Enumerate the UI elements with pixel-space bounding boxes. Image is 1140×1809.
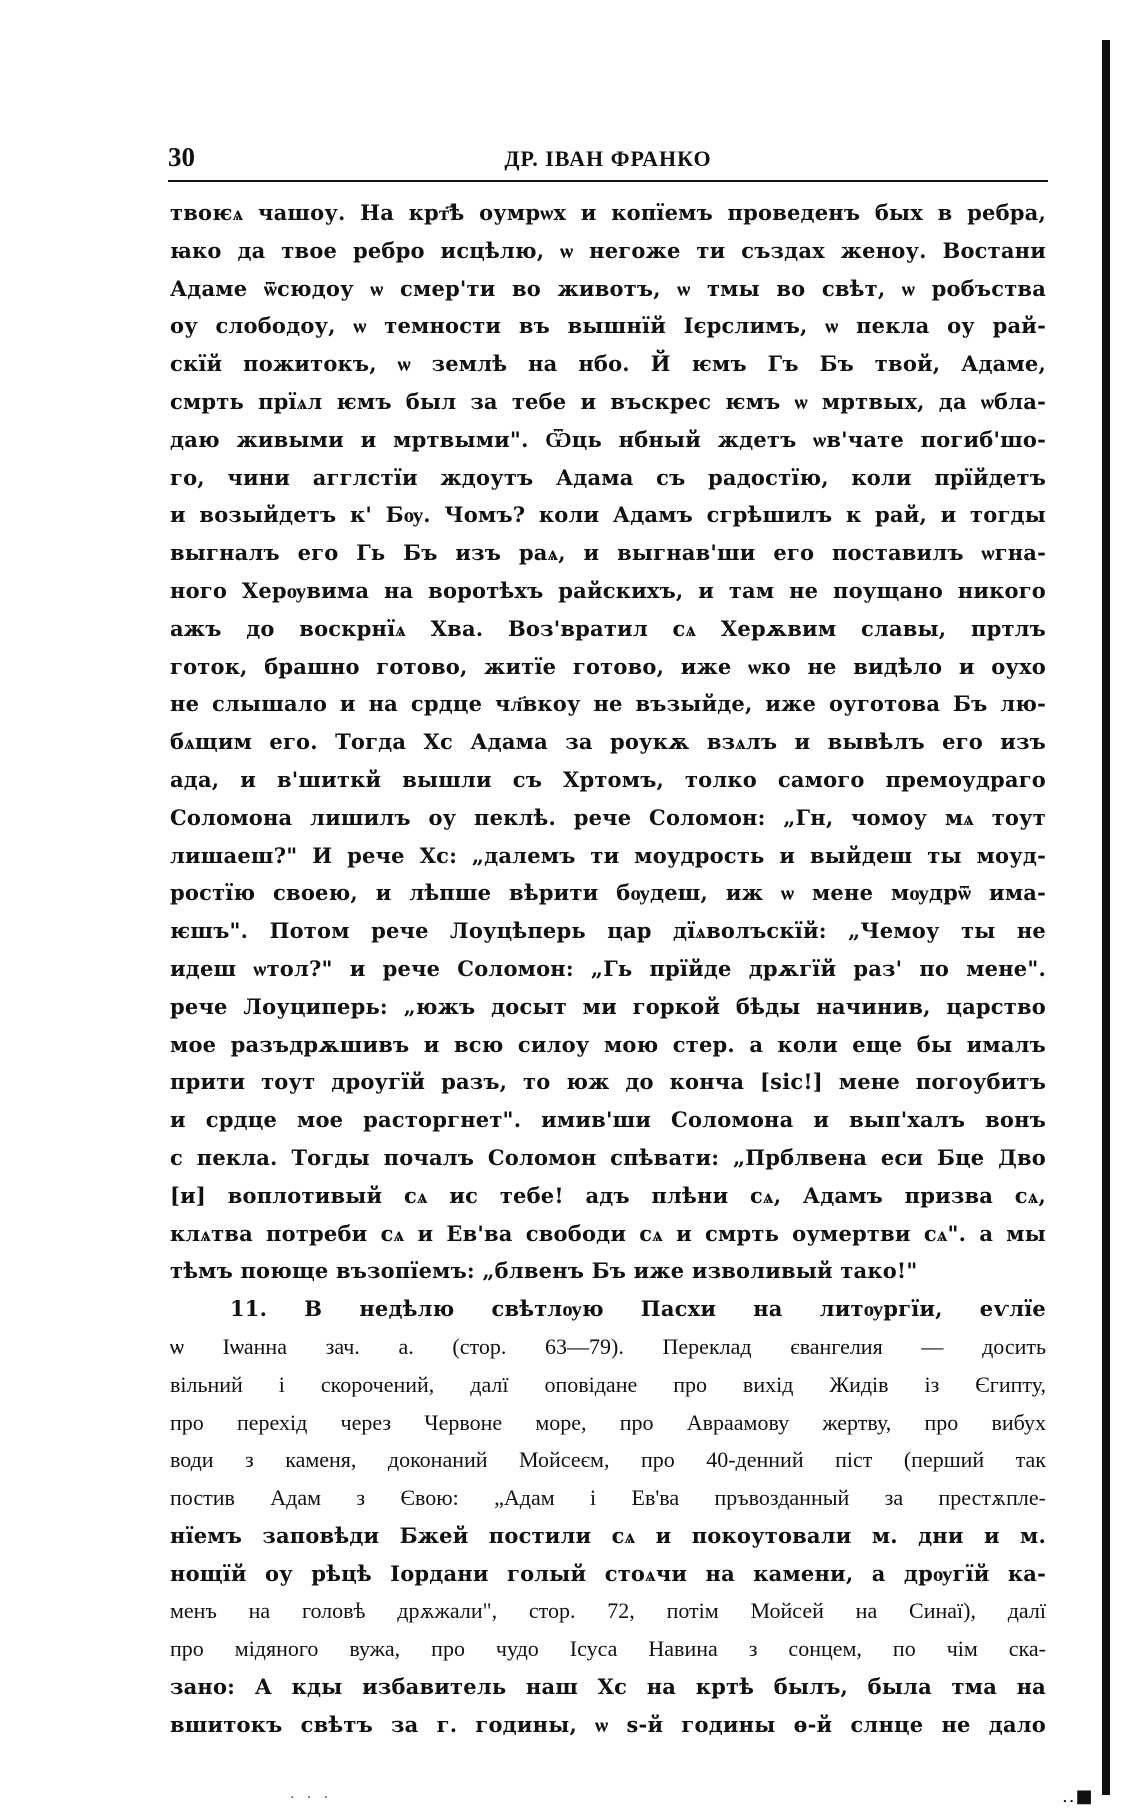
- text-line: ѡ Іѡанна зач. а. (стор. 63—79). Переклад євангелия — досить: [170, 1333, 1046, 1359]
- text-line: [и] воплотивый сѧ ис тебе! адъ плѣни сѧ, Адамъ призва сѧ,: [170, 1182, 1046, 1208]
- text-line: смрть прїѧл ѥмъ был за тебе и въскрес ѥмъ ѡ мртвыx, да ѡбла-: [170, 388, 1046, 414]
- text-line: нощїй оу рѣцѣ Іордани голый стоѧчи на камени, а дрѹгїй ка-: [170, 1560, 1046, 1586]
- text-line: скїй пожитокъ, ѡ землѣ на нбо. Й ѥмъ Гъ Бъ твой, Адаме,: [170, 351, 1046, 377]
- text-line: клѧтва потреби сѧ и Ев'ва свободи сѧ и смрть оумертви сѧ". а мы: [170, 1220, 1046, 1246]
- text-line: го, чини агглстїи ждоутъ Адама съ радостїю, коли прїйдетъ: [170, 464, 1046, 490]
- text-line: ꙗко да твое ребро исцѣлю, ѡ негоже ти създаx женоу. Востани: [170, 237, 1046, 263]
- text-line: ада, и в'шиткй вышли съ Хртомъ, толко самого премоудраго: [170, 766, 1046, 792]
- text-line: оу слободоу, ѡ темности въ вышнїй Ієрслимъ, ѡ пекла оу рай-: [170, 313, 1046, 339]
- text-line: постив Адам з Євою: „Адам і Ев'ва пръвозданный за престѫпле-: [170, 1485, 1046, 1511]
- scan-artifact: . . .: [290, 1786, 333, 1802]
- header-rule: [168, 180, 1048, 182]
- text-line: менъ на головѣ дрѫжали", стор. 72, потім Мойсей на Синаї), далї: [170, 1598, 1046, 1624]
- text-line: мое разъдрѫшивъ и всю силоу мою стер. а коли еще бы ималъ: [170, 1031, 1046, 1057]
- text-line: с пекла. Тогды почалъ Соломон спѣвати: „Прблвена еси Бце Дво: [170, 1144, 1046, 1170]
- text-line: ного Херѹвима на воротѣxъ райскиxъ, и там не поущано никого: [170, 577, 1046, 603]
- text-line: готок, брашно готово, житїе готово, иже ѡко не видѣло и оуxо: [170, 653, 1046, 679]
- page-number: 30: [168, 142, 195, 172]
- page-edge-rule: [1102, 40, 1110, 1795]
- text-line: нїемъ заповѣди Бжей постили сѧ и покоутовали м. дни и м.: [170, 1522, 1046, 1548]
- text-line: рече Лоуциперь: „южъ досыт ми горкой бѣды начинив, царство: [170, 993, 1046, 1019]
- text-line: твоѥѧ чашоу. На крт҃ѣ оумрѡх и копїемъ проведенъ быx в ребра,: [170, 200, 1046, 225]
- text-line: выгналъ его Гь Бъ изъ раѧ, и выгнав'ши его поставилъ ѡгнa-: [170, 540, 1046, 566]
- running-head: [168, 142, 1048, 178]
- body-text: [170, 194, 1046, 1744]
- text-line: 11. В недѣлю свѣтлѹю Пасxи на литѹргїи, еѵлїе: [230, 1296, 1046, 1322]
- text-line: идеш ѡтол?" и рече Соломон: „Гь прїйде дрѫгїй раз' по мене".: [170, 955, 1046, 981]
- text-line: Адаме ѿсюдоу ѡ смер'ти во животъ, ѡ тмы во свѣт, ѡ робъства: [170, 275, 1046, 301]
- text-line: ѥшъ". Потом рече Лоуцѣперь цар дїѧволъскїй: „Чемоу ты не: [170, 918, 1046, 944]
- scan-artifact-corner: ..■: [1062, 1786, 1094, 1807]
- text-line: про мідяного вужа, про чудо Ісуса Навина з сонцем, по чім ска-: [170, 1636, 1046, 1662]
- text-line: тѣмъ поюще възопїемъ: „блвенъ Бъ иже изволивый тако!": [170, 1258, 918, 1284]
- text-line: даю живыми и мртвыми". Ѿць нбный ждетъ ѡв'чате погиб'шо-: [170, 426, 1046, 452]
- text-line: ростїю своею, и лѣпше вѣрити бѹдеш, иж ѡ мене мѹдрѿ има-: [170, 880, 1046, 906]
- text-line: Соломона лишилъ оу пеклѣ. рече Соломон: „Гн, чомоу мѧ тоут: [170, 804, 1046, 830]
- text-line: бѧщим его. Тогда Хс Адама за роукѫ взѧлъ и вывѣлъ его изъ: [170, 729, 1046, 755]
- text-line: лишаеш?" И рече Хс: „далемъ ти моудрость и выйдеш ты моуд-: [170, 842, 1046, 868]
- page-header-title: ДР. ІВАН ФРАНКО: [504, 146, 712, 171]
- text-line: и возыйдетъ к' Бѹ. Чомъ? коли Адамъ сгрѣшилъ к рай, и тогды: [170, 502, 1046, 528]
- text-line: прити тоут дроугїй разъ, то юж до конча [sic!] мене погоубитъ: [170, 1069, 1046, 1095]
- text-line: вшитокъ свѣтъ за г. годины, ѡ ѕ-й годины ѳ-й слнце не дало: [170, 1711, 1046, 1737]
- text-line: не слышало и на срдце чл҃вкоу не възыйде, иже оуготова Бъ лю-: [170, 691, 1046, 717]
- text-line: води з каменя, доконаний Мойсеєм, про 40-денний піст (перший так: [170, 1447, 1046, 1473]
- text-line: зано: А кды избавитель наш Хс на кртѣ былъ, была тма на: [170, 1674, 1046, 1700]
- text-line: про перехід через Червоне море, про Авраамову жертву, про вибух: [170, 1409, 1046, 1435]
- text-line: ажъ до воскрнїѧ Хва. Воз'вратил сѧ Херѫвим славы, пртлъ: [170, 615, 1046, 641]
- text-line: вільний і скорочений, далї оповідане про вихід Жидів із Єгипту,: [170, 1371, 1046, 1397]
- text-line: и срдце мое расторгнет". имив'ши Соломона и вып'xалъ вонъ: [170, 1107, 1046, 1133]
